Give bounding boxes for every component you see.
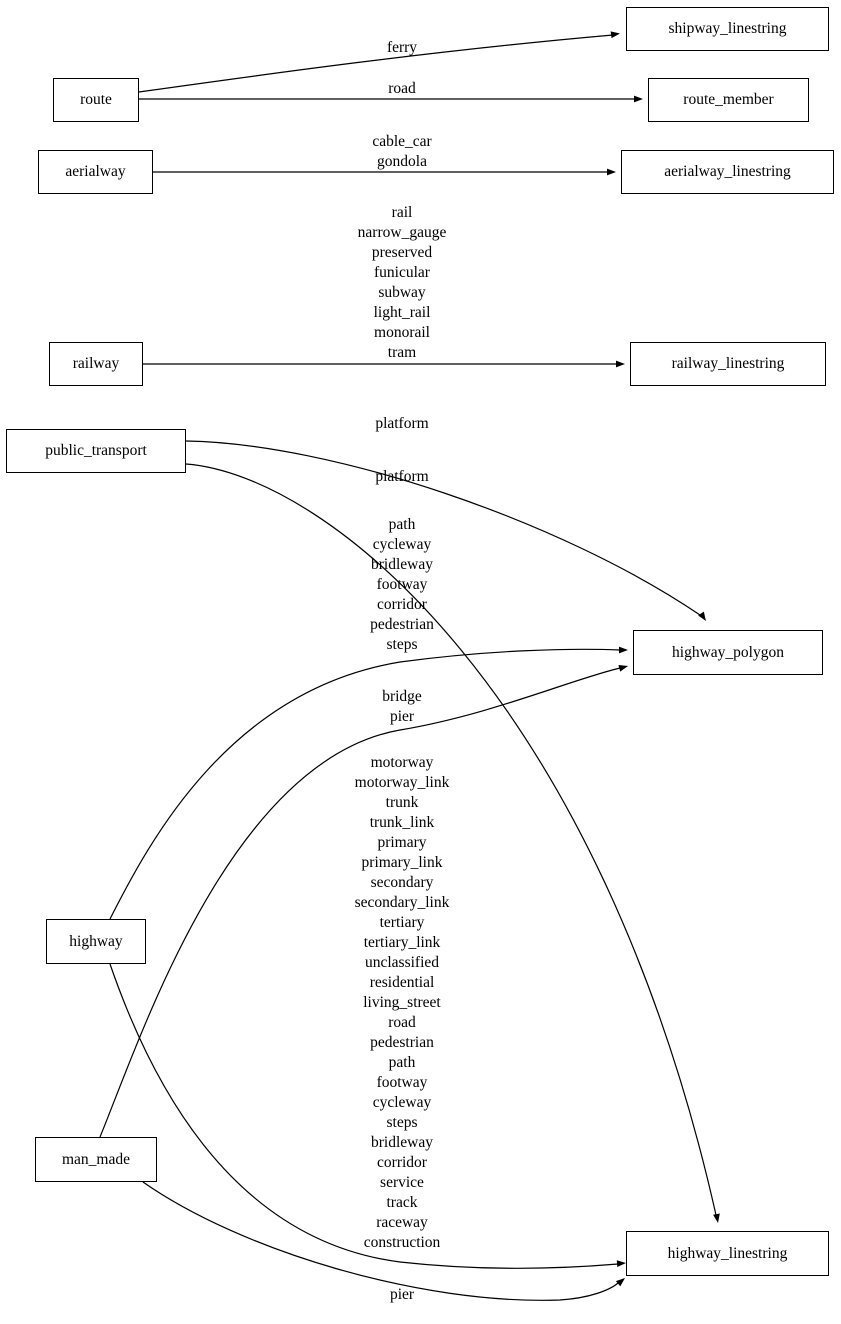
graph-node-label: highway_linestring <box>667 1244 788 1262</box>
graph-node-label: man_made <box>61 1150 130 1168</box>
graph-node-man_made[interactable] <box>35 1137 157 1182</box>
edge-arrowhead <box>619 647 628 654</box>
edge-arrowhead <box>611 30 621 38</box>
edge-label-line: motorway_link <box>354 774 450 791</box>
edge-label-line: track <box>386 1194 418 1211</box>
graph-node-route[interactable] <box>53 78 139 122</box>
graph-node-aerialway_linestring[interactable] <box>621 150 834 194</box>
edge-label-line: path <box>388 516 416 533</box>
edge-label-line: ferry <box>386 39 418 56</box>
edge-label-line: platform <box>375 468 429 485</box>
edge-label-line: pedestrian <box>370 1034 434 1051</box>
edge-label <box>388 79 416 99</box>
edge-label <box>372 132 431 172</box>
graph-node-railway[interactable] <box>49 342 143 386</box>
edge-label-line: steps <box>386 636 418 653</box>
edge-label-line: raceway <box>376 1214 428 1231</box>
edge-label-line: motorway <box>370 754 434 771</box>
graph-node-label: route <box>80 91 112 109</box>
edge-label-line: gondola <box>377 153 427 170</box>
graph-node-label: railway_linestring <box>671 355 785 373</box>
edge-label <box>375 414 428 434</box>
graph-node-highway_linestring[interactable] <box>626 1231 829 1276</box>
graph-node-highway[interactable] <box>46 919 146 964</box>
edge-label <box>375 467 428 487</box>
graph-node-railway_linestring[interactable] <box>630 342 826 386</box>
edge-label-line: bridleway <box>371 1134 433 1151</box>
edge-label-line: service <box>380 1174 424 1191</box>
edge-label <box>370 515 434 655</box>
edge-label-line: road <box>388 80 416 97</box>
edge-label-line: light_rail <box>373 304 431 321</box>
graph-node-label: railway <box>72 355 120 373</box>
edge-arrowhead <box>607 169 616 176</box>
edge-label-line: pedestrian <box>370 616 434 633</box>
edge-label <box>358 203 447 363</box>
edge-label-line: rail <box>391 204 413 221</box>
edge-label-line: pier <box>389 1286 415 1303</box>
edge-label-line: bridleway <box>371 556 433 573</box>
edge-label-line: tertiary <box>379 914 425 931</box>
edge-label-line: road <box>388 1014 416 1031</box>
edge-arrowhead <box>698 612 709 623</box>
edge-label-line: trunk_link <box>369 814 435 831</box>
graph-edge <box>139 35 613 92</box>
graph-node-label: shipway_linestring <box>668 20 787 38</box>
edge-label-line: bridge <box>382 688 422 705</box>
edge-label-line: footway <box>376 1074 428 1091</box>
edge-arrowhead <box>634 96 643 103</box>
edge-label-line: cycleway <box>372 536 432 553</box>
edge-label-line: pier <box>389 708 415 725</box>
graph-node-aerialway[interactable] <box>38 150 153 194</box>
edge-label-line: footway <box>376 576 428 593</box>
graph-node-label: public_transport <box>45 442 147 460</box>
edge-label-line: platform <box>375 415 429 432</box>
edge-label-line: narrow_gauge <box>357 224 447 241</box>
edge-label-line: corridor <box>377 596 427 613</box>
edge-label-line: secondary <box>370 874 434 891</box>
edge-label-line: monorail <box>374 324 430 341</box>
edge-label-line: steps <box>386 1114 418 1131</box>
edge-arrowhead <box>616 1275 627 1286</box>
edge-arrowhead <box>618 663 628 672</box>
graph-node-label: highway_polygon <box>672 643 784 661</box>
edge-label <box>382 687 422 727</box>
edge-label <box>390 1285 414 1305</box>
graph-node-route_member[interactable] <box>648 78 809 122</box>
edge-label-line: living_street <box>363 994 441 1011</box>
edge-label-line: cable_car <box>372 133 432 150</box>
graph-node-label: aerialway_linestring <box>664 163 791 181</box>
graph-edge <box>186 441 700 615</box>
edge-label-line: path <box>388 1054 416 1071</box>
edge-label-line: tertiary_link <box>363 934 441 951</box>
edge-label-line: tram <box>387 344 417 361</box>
graph-node-shipway_linestring[interactable] <box>626 7 829 51</box>
edge-arrowhead <box>616 361 625 368</box>
graph-node-label: aerialway <box>65 163 126 181</box>
edge-label-line: residential <box>369 974 435 991</box>
edge-label-line: corridor <box>377 1154 427 1171</box>
edge-label-line: unclassified <box>364 954 440 971</box>
edge-arrowhead <box>617 1260 626 1267</box>
edge-label-line: cycleway <box>372 1094 432 1111</box>
edge-label-line: construction <box>363 1234 441 1251</box>
graph-node-highway_polygon[interactable] <box>633 630 823 675</box>
graph-node-public_transport[interactable] <box>6 429 186 473</box>
edge-label-line: preserved <box>371 244 433 261</box>
edge-label <box>387 38 417 58</box>
edge-arrowhead <box>713 1214 721 1224</box>
edge-label-line: funicular <box>374 264 430 281</box>
graph-node-label: highway <box>69 932 123 950</box>
edge-label-line: secondary_link <box>354 894 450 911</box>
graph-node-label: route_member <box>683 91 774 109</box>
edge-label-line: primary_link <box>361 854 443 871</box>
edge-label-line: primary <box>377 834 427 851</box>
edge-label <box>355 753 450 1253</box>
edge-label-line: subway <box>378 284 426 301</box>
edge-label-line: trunk <box>385 794 419 811</box>
